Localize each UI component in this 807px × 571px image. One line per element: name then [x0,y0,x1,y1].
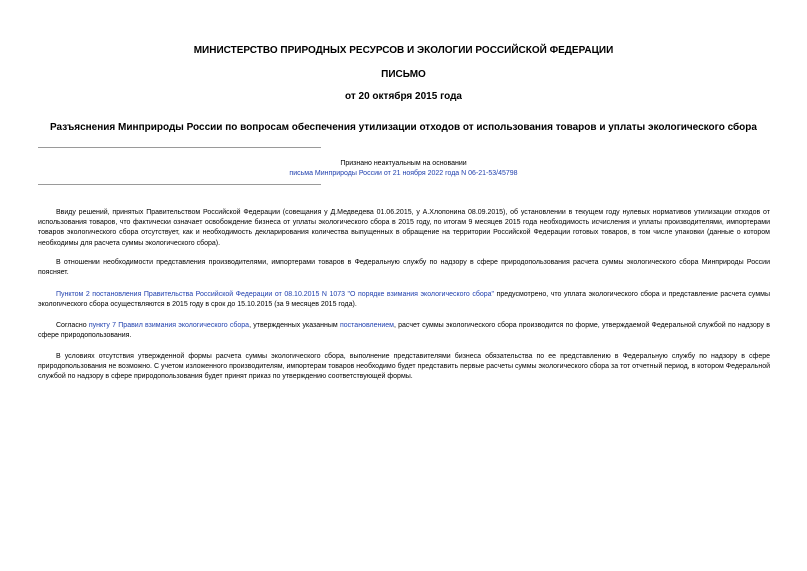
divider-top [38,147,321,148]
paragraph-4-text-c: , расчет суммы экологического сбора производится по форме, утверждаемой Федеральной службой по надзору в сфере природопользования. [38,322,770,340]
paragraph-1: Ввиду решений, принятых Правительством Российской Федерации (совещания у Д.Медведева 01.06.2015, у А.Хлопонина 08.09.2015), об установлении в текущем году нулевых нормативов утилизации отходов от использования товаров, что фактически означает освобождение бизнеса от уплаты экологического сбора в 2015 году, по итогам 9 месяцев 2015 года необходимость исчисления и уплаты производителями, импортерами товаров экологического сбора отсутствует, как и необходимость декларирования количества выпущенных в обращение на территории Российской Федерации готовых товаров, в том числе упаковки (данные о котором необходимы для расчета суммы экологического сбора). [38,209,770,247]
doc-date: от 20 октября 2015 года [345,91,462,102]
paragraph-4-text-b: , утвержденных указанным [249,322,340,329]
paragraph-5: В условиях отсутствия утвержденной формы расчета суммы экологического сбора, выполнение представителями бизнеса обязательства по ее представлению в Федеральную службу по надзору в сфере природопользования не возможно. С учетом изложенного производителям, импортерам товаров необходимо будет представить первые расчеты суммы экологического сбора за тот отчетный период, в котором Федеральной службой по надзору в сфере природопользования будет принят приказ по утверждению соответствующей формы. [38,353,770,381]
status-note-line [230,169,577,179]
resolution-link[interactable]: Пунктом 2 постановления Правительства Российской Федерации от 08.10.2015 N 1073 "О порядке взимания экологического сбора" [56,291,495,298]
paragraph-4 [38,321,770,341]
paragraph-2: В отношении необходимости представления производителями, импортерами товаров в Федеральную службу по надзору в сфере природопользования расчета суммы экологического сбора Минприроды России поясняет. [38,259,770,277]
rules-link[interactable]: пункту 7 Правил взимания экологического сбора [88,322,250,329]
ministry-heading: МИНИСТЕРСТВО ПРИРОДНЫХ РЕСУРСОВ И ЭКОЛОГИИ РОССИЙСКОЙ ФЕДЕРАЦИИ [193,45,614,56]
paragraph-3 [38,290,770,310]
divider-bottom [38,184,321,185]
status-note-link[interactable]: письма Минприроды России от 21 ноября 2022 года N 06-21-53/45798 [289,170,518,177]
doc-subject: Разъяснения Минприроды России по вопросам обеспечения утилизации отходов от использования товаров и уплаты экологического сбора [50,122,757,133]
paragraph-4-text-a: Согласно [56,322,89,329]
doc-type-heading: ПИСЬМО [381,69,426,80]
paragraph-3-text: предусмотрено, что уплата экологического сбора и представление расчета суммы экологического сбора осуществляются в 2015 году в срок до 15.10.2015 (за 9 месяцев 2015 года). [38,291,770,309]
status-note-text: Признано неактуальным на основании [340,160,467,167]
resolution-short-link[interactable]: постановлением [339,322,394,329]
